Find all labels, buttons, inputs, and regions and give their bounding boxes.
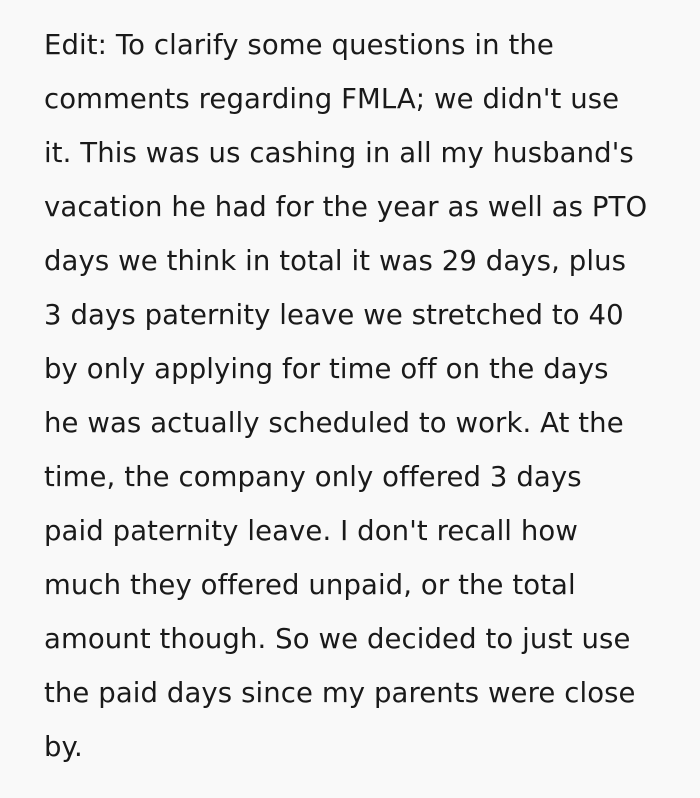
text-line: amount though. So we decided to just use — [44, 623, 631, 655]
text-line: he was actually scheduled to work. At the — [44, 407, 624, 439]
text-line: 3 days paternity leave we stretched to 40 — [44, 299, 624, 331]
text-line: the paid days since my parents were close — [44, 677, 636, 709]
edit-note-paragraph — [44, 18, 676, 774]
text-line: comments regarding FMLA; we didn't use — [44, 83, 620, 115]
text-line: much they offered unpaid, or the total — [44, 569, 576, 601]
text-line: by only applying for time off on the days — [44, 353, 609, 385]
text-line: Edit: To clarify some questions in the — [44, 29, 554, 61]
text-line: vacation he had for the year as well as PTO — [44, 191, 648, 223]
text-line: time, the company only offered 3 days — [44, 461, 582, 493]
text-line: by. — [44, 731, 83, 763]
text-line: paid paternity leave. I don't recall how — [44, 515, 578, 547]
text-line: it. This was us cashing in all my husband's — [44, 137, 634, 169]
text-line: days we think in total it was 29 days, plus — [44, 245, 627, 277]
